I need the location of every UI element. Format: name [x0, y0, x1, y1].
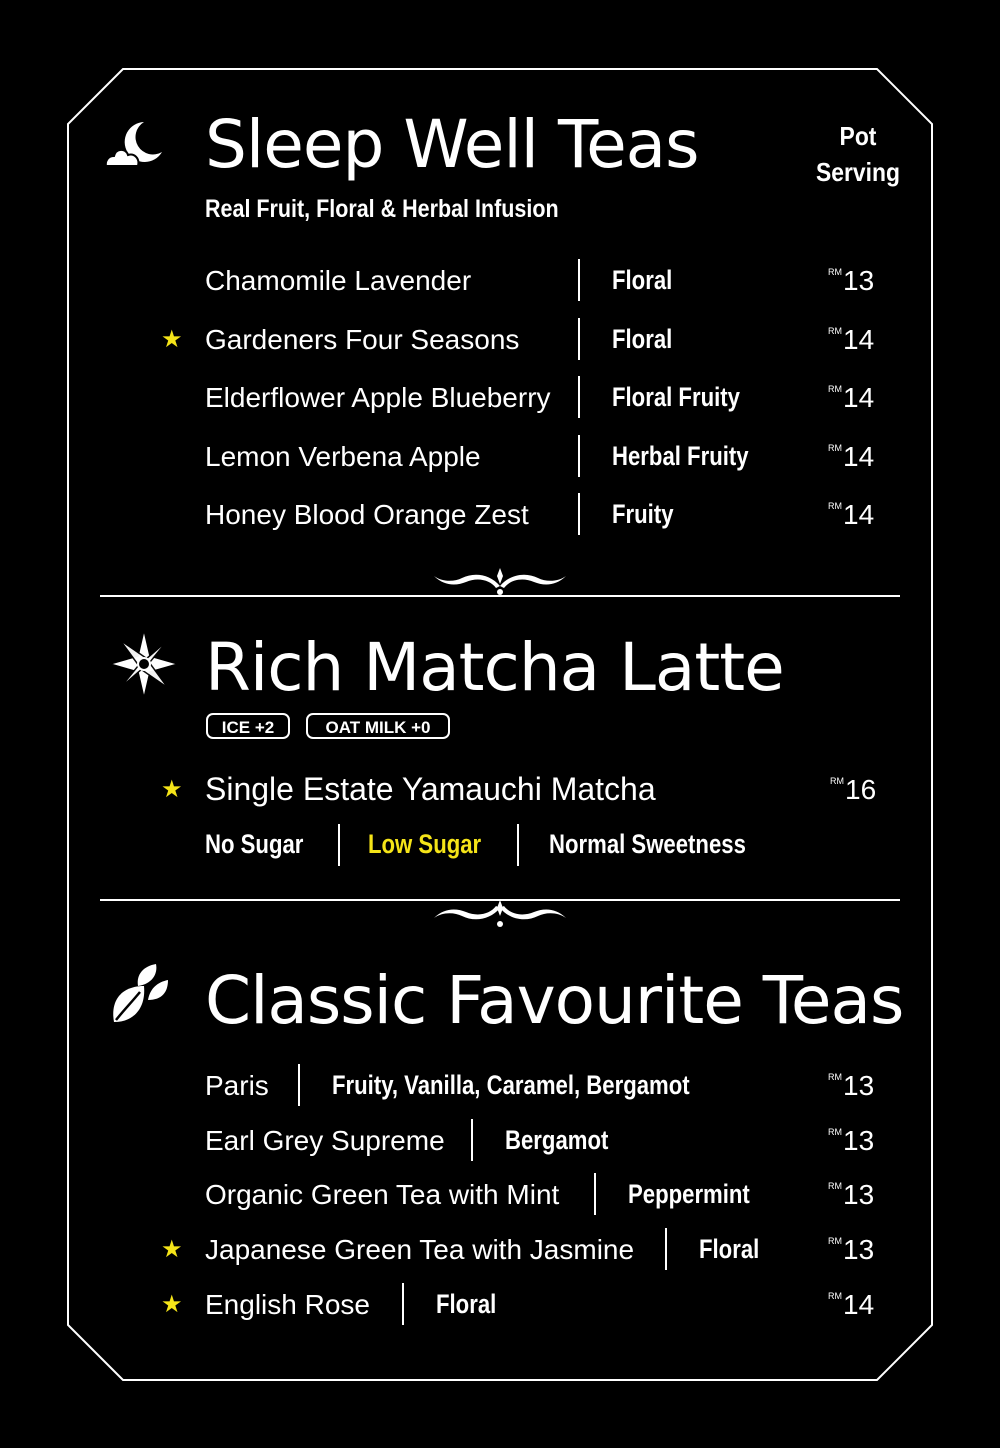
item-name: Elderflower Apple Blueberry — [205, 382, 551, 414]
item-name: Honey Blood Orange Zest — [205, 499, 529, 531]
price-amount: 14 — [843, 323, 875, 355]
currency-label: RM — [828, 1290, 842, 1301]
item-name: Paris — [205, 1070, 269, 1101]
star-icon: ★ — [161, 325, 183, 353]
separator — [578, 435, 580, 477]
flavour-note: Peppermint — [628, 1179, 750, 1210]
item-name: English Rose — [205, 1288, 370, 1320]
item-name: Chamomile Lavender — [205, 265, 472, 296]
tag-ice: ICE +2 — [206, 713, 290, 739]
flavour-note: Fruity, Vanilla, Caramel, Bergamot — [332, 1070, 690, 1100]
sweetness-low-sugar: Low Sugar — [368, 829, 482, 859]
sweetness-normal: Normal Sweetness — [549, 829, 746, 859]
ornament-divider — [430, 896, 570, 930]
separator — [665, 1228, 667, 1270]
currency-label: RM — [828, 1236, 842, 1247]
item-price — [828, 440, 875, 472]
item-name: Earl Grey Supreme — [205, 1124, 445, 1156]
menu-item-row — [0, 1072, 1000, 1127]
item-price — [828, 384, 874, 412]
star-icon: ★ — [161, 1290, 183, 1318]
currency-label: RM — [828, 1181, 842, 1192]
currency-label: RM — [828, 1072, 842, 1082]
price-amount: 14 — [843, 1288, 875, 1320]
star-icon: ★ — [161, 1236, 183, 1264]
separator — [471, 1119, 473, 1161]
moon-cloud-icon — [104, 118, 166, 170]
sweetness-no-sugar: No Sugar — [205, 829, 304, 859]
item-name: Organic Green Tea with Mint — [205, 1179, 560, 1211]
item-price — [828, 267, 874, 295]
flavour-note: Bergamot — [505, 1124, 609, 1155]
price-amount: 13 — [843, 1070, 875, 1101]
flavour-note: Floral — [436, 1288, 497, 1319]
item-name: Lemon Verbena Apple — [205, 440, 481, 472]
price-amount: 14 — [843, 499, 875, 531]
menu-item-row — [0, 1181, 1000, 1236]
item-price — [828, 323, 875, 355]
price-amount: 13 — [843, 265, 875, 296]
flavour-note: Floral — [612, 265, 673, 295]
flavour-note: Herbal Fruity — [612, 440, 749, 471]
tag-oat-milk: OAT MILK +0 — [306, 713, 450, 739]
classic-section — [0, 930, 1000, 1330]
menu-item-row — [0, 440, 1000, 502]
menu-item-row — [0, 323, 1000, 385]
section-divider — [100, 595, 900, 597]
price-amount: 13 — [843, 1234, 875, 1266]
section-title: Rich Matcha Latte — [205, 629, 784, 706]
star-icon: ★ — [161, 776, 183, 803]
item-price — [828, 1236, 874, 1264]
flavour-note: Floral — [612, 323, 673, 354]
item-name: Single Estate Yamauchi Matcha — [205, 771, 656, 807]
separator — [594, 1173, 596, 1215]
menu-item-row — [0, 1236, 1000, 1291]
currency-label: RM — [828, 384, 842, 395]
price-amount: 16 — [845, 774, 877, 805]
currency-label: RM — [828, 442, 842, 453]
separator — [578, 493, 580, 535]
sleep-well-section — [0, 0, 1000, 600]
item-price — [828, 1288, 875, 1320]
price-amount: 13 — [843, 1179, 875, 1211]
currency-label: RM — [830, 776, 844, 786]
price-amount: 14 — [843, 382, 875, 414]
ornament-divider — [430, 564, 570, 598]
separator — [402, 1283, 404, 1325]
separator — [338, 824, 340, 866]
separator — [578, 259, 580, 301]
matcha-section — [0, 600, 1000, 900]
pot-serving-header: Pot Serving — [816, 121, 900, 187]
item-name: Japanese Green Tea with Jasmine — [205, 1234, 635, 1266]
item-price — [828, 1181, 874, 1209]
section-subtitle: Real Fruit, Floral & Herbal Infusion — [205, 195, 559, 223]
item-price — [828, 1124, 875, 1156]
flavour-note: Floral Fruity — [612, 382, 740, 413]
item-price — [828, 1072, 874, 1100]
currency-label: RM — [828, 267, 842, 277]
flavour-note: Fruity — [612, 499, 674, 530]
menu-item-row — [0, 267, 1000, 326]
item-name: Gardeners Four Seasons — [205, 323, 520, 355]
separator — [578, 318, 580, 360]
separator — [298, 1064, 300, 1106]
currency-label: RM — [828, 1126, 842, 1137]
price-amount: 13 — [843, 1124, 875, 1156]
currency-label: RM — [828, 501, 842, 512]
leaves-icon — [108, 964, 170, 1026]
item-price — [828, 501, 874, 529]
flavour-note: Floral — [699, 1234, 760, 1265]
menu-item-row — [0, 501, 1000, 560]
menu-item-row — [0, 1124, 1000, 1182]
starburst-icon — [108, 628, 180, 700]
currency-label: RM — [828, 325, 842, 336]
menu-item-row — [0, 1288, 1000, 1346]
separator — [578, 376, 580, 418]
separator — [517, 824, 519, 866]
menu-item-row — [0, 384, 1000, 443]
section-title: Sleep Well Teas — [205, 106, 699, 183]
price-amount: 14 — [843, 440, 875, 472]
section-title: Classic Favourite Teas — [205, 962, 904, 1039]
item-price — [830, 776, 876, 804]
